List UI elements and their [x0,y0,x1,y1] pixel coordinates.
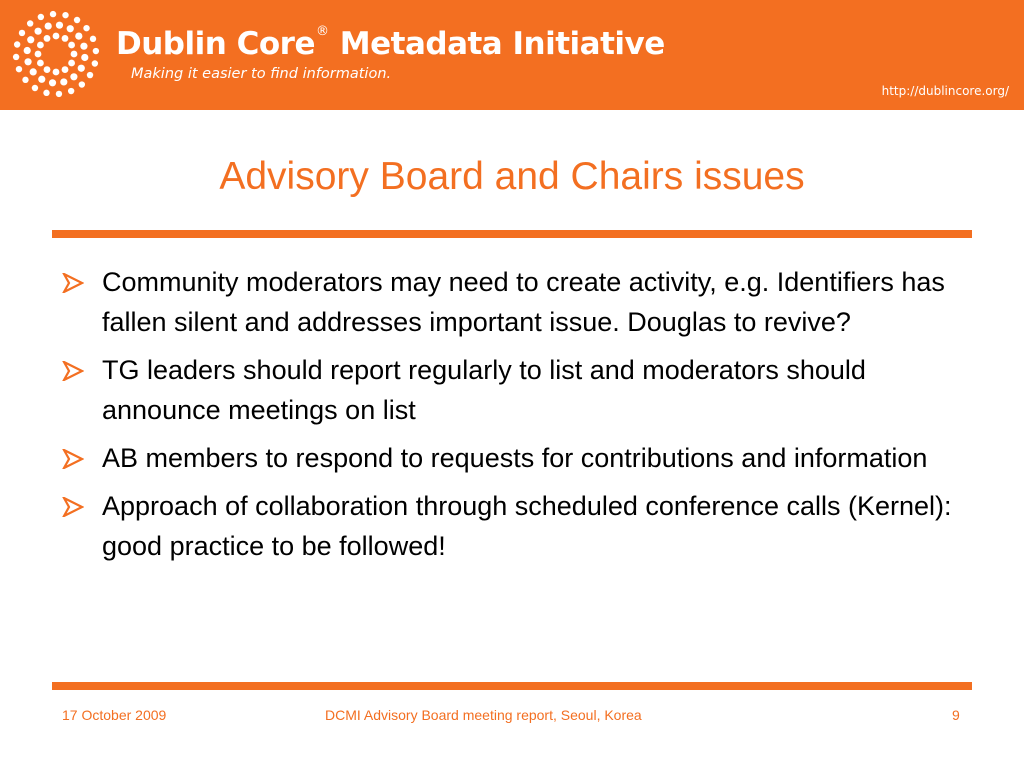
brand-tagline: Making it easier to find information. [131,66,392,82]
logo-dot [16,66,22,72]
logo-dot [74,17,80,23]
arrow-bullet-icon [62,449,84,469]
registered-mark: ® [315,24,329,39]
slide-title: Advisory Board and Chairs issues [219,155,805,198]
logo-dot [90,36,96,42]
logo-dot [62,66,69,73]
logo-dot [56,91,62,97]
logo-dot [79,81,85,87]
logo-dot [14,41,20,47]
logo-dot [35,51,42,58]
logo-dot [53,33,60,40]
logo-dot [53,69,60,76]
logo-dot [27,36,34,43]
logo-dot [78,65,85,72]
logo-dot [24,58,31,65]
arrow-bullet-icon [62,497,84,517]
sunburst-dots-icon [8,6,104,102]
logo-dot [70,73,77,80]
logo-dot [62,12,68,18]
bullet-list [62,262,972,574]
logo-dot [62,35,69,42]
footer-date: 17 October 2009 [62,707,167,723]
logo-dot [35,28,42,35]
logo-dot [27,20,33,26]
top-divider [52,230,972,238]
bullet-text: Community moderators may need to create activity, e.g. Identifiers has fallen silent and addresses important issue. Douglas to revive? [102,267,945,337]
logo-dot [49,79,56,86]
bullet-text: AB members to respond to requests for contributions and information [102,443,928,473]
logo-dot [92,60,98,66]
list-item [62,262,972,342]
logo-dot [38,14,44,20]
logo-dot [68,42,75,49]
list-item [62,486,972,566]
brand-name-part1: Dublin Core [116,26,315,62]
brand-name-part2: Metadata Initiative [329,26,665,62]
header-banner [0,0,1024,110]
logo-dot [24,47,31,54]
list-item [62,350,972,430]
logo-dot [93,48,99,54]
logo-dot [68,88,74,94]
logo-dot [75,33,82,40]
logo-dot [60,78,67,85]
page-number: 9 [952,707,960,723]
logo-dot [44,35,51,42]
logo-dot [56,22,63,29]
logo-dot [81,54,88,61]
bullet-text: TG leaders should report regularly to list and moderators should announce meetings on list [102,355,866,425]
logo-dot [68,60,75,67]
logo-dot [71,51,78,58]
logo-dot [80,43,87,50]
bottom-divider [52,682,972,690]
header-url: http://dublincore.org/ [881,84,1009,98]
logo-dot [87,72,93,78]
logo-dot [22,77,28,83]
logo-dot [44,66,51,73]
arrow-bullet-icon [62,273,84,293]
logo-dot [45,22,52,29]
logo-dot [37,42,44,49]
logo-dot [13,54,19,60]
logo-dot [67,25,74,32]
arrow-bullet-icon [62,361,84,381]
logo-dot [50,11,56,17]
bullet-text: Approach of collaboration through scheduled conference calls (Kernel): good practice to be followed! [102,491,952,561]
logo-dot [37,60,44,67]
logo-dot [43,90,49,96]
logo-dot [30,68,37,75]
list-item [62,438,972,478]
footer-event: DCMI Advisory Board meeting report, Seoul, Korea [325,707,642,723]
logo-dot [83,25,89,31]
logo-dot [38,76,45,83]
logo-dot [32,85,38,91]
brand-name [116,26,665,62]
logo-dot [19,30,25,36]
